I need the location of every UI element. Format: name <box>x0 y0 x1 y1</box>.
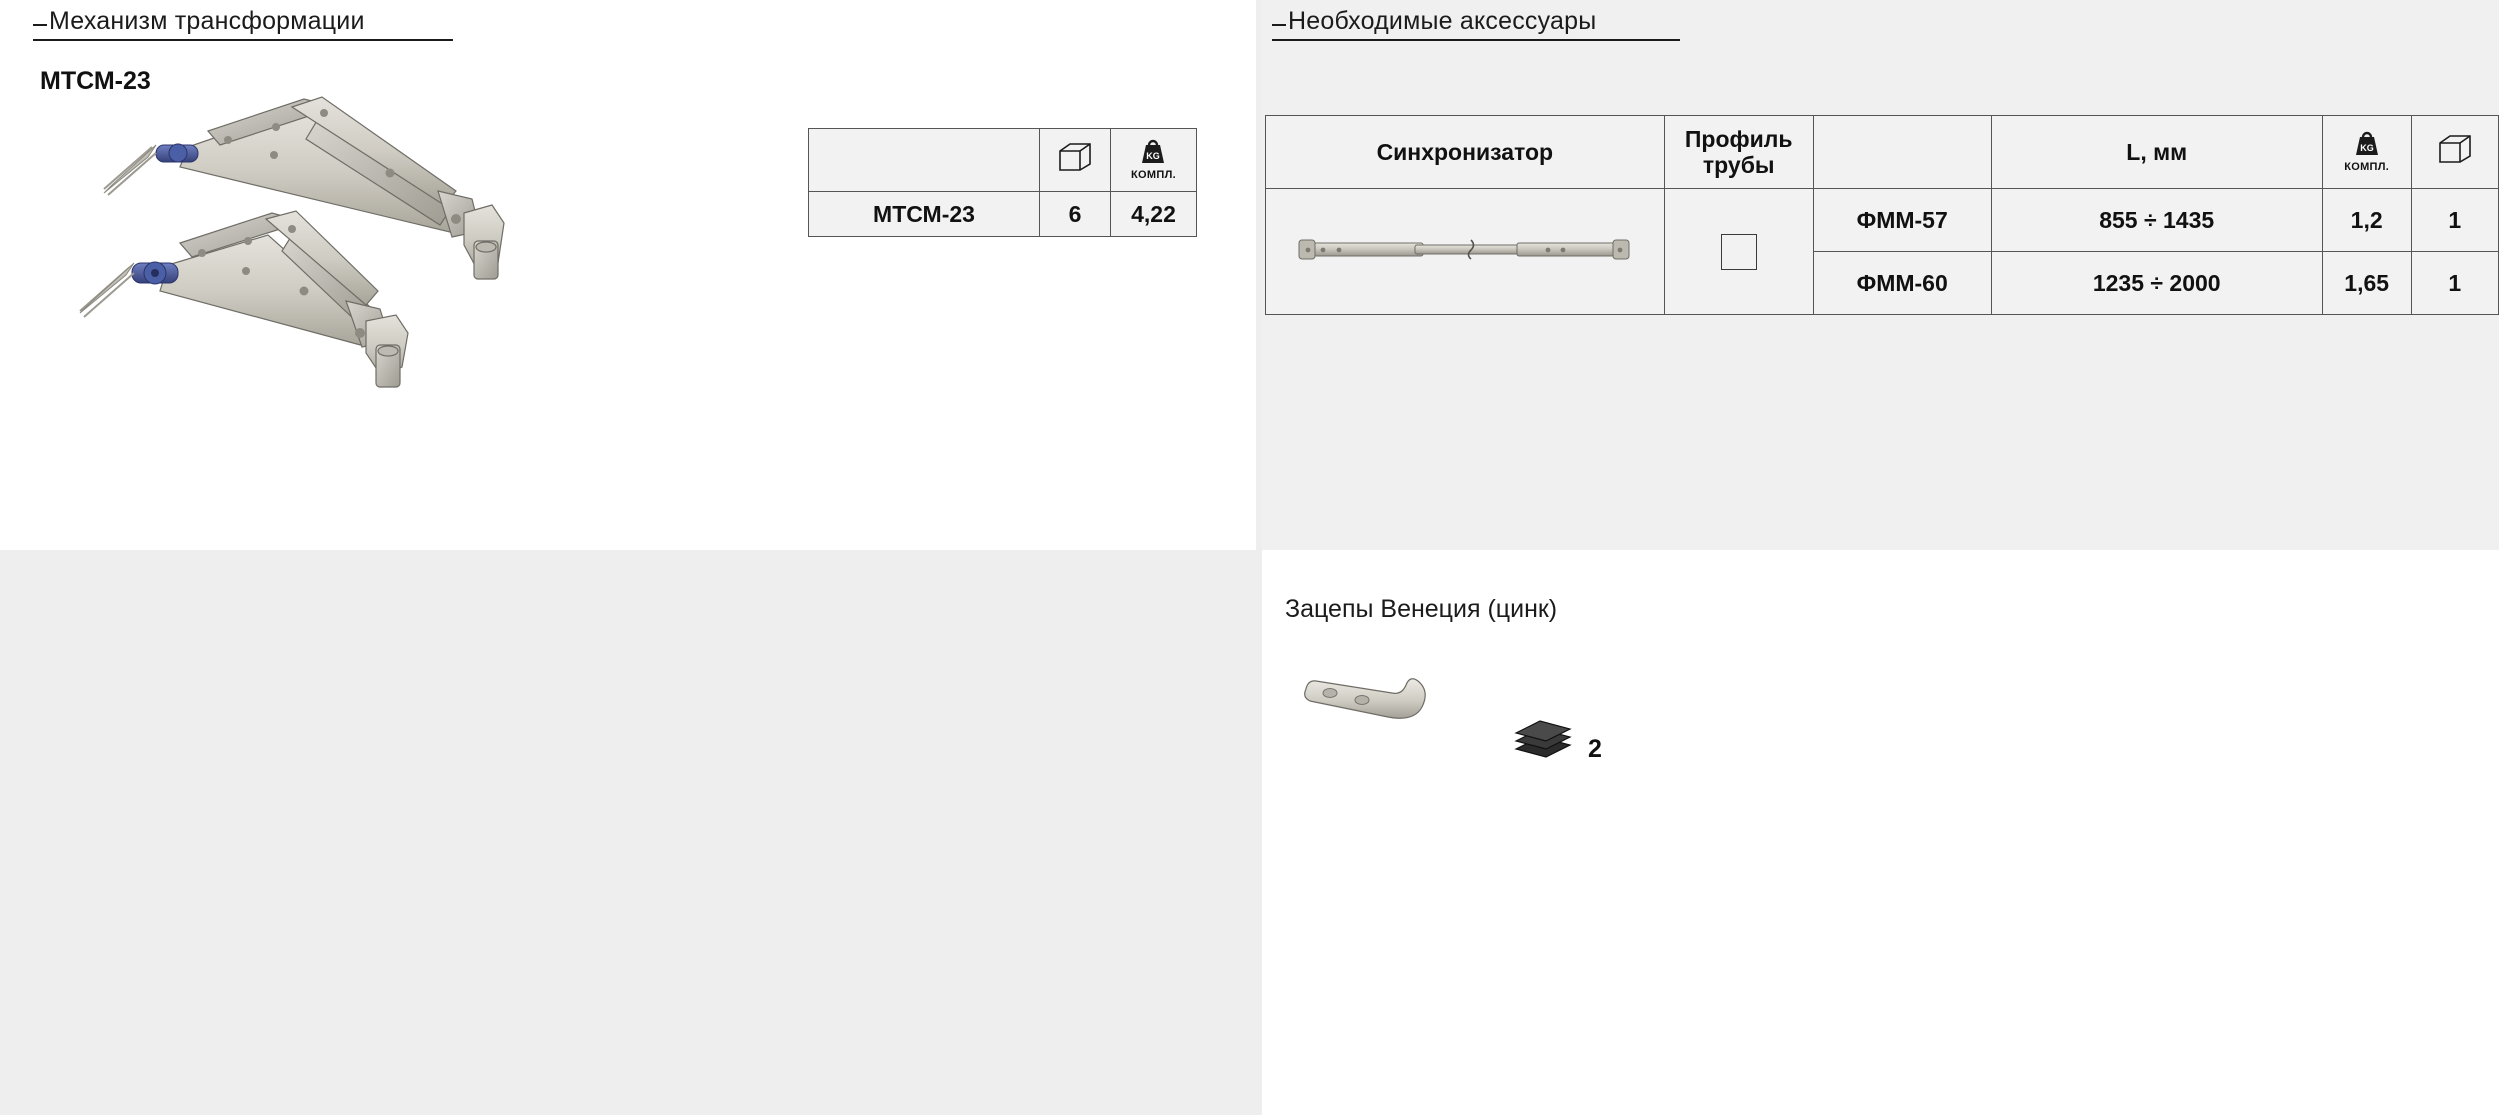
cell-weight: 1,2 <box>2322 189 2411 252</box>
svg-text:KG: KG <box>2359 142 2374 153</box>
right-bottom-panel <box>1262 550 2499 1115</box>
header-profile: Профиль трубы <box>1664 116 1813 189</box>
right-section-title <box>1272 7 1596 36</box>
profile-shape-cell <box>1664 189 1813 315</box>
kg-weight-icon <box>2344 129 2389 173</box>
cell-length: 1235 ÷ 2000 <box>1991 252 2322 315</box>
cell-code: ФММ-60 <box>1813 252 1991 315</box>
cell-weight: 1,65 <box>2322 252 2411 315</box>
left-bottom-panel <box>0 550 1256 1115</box>
header-box-icon-cell <box>1040 129 1111 192</box>
synchronizer-drawing-cell <box>1266 189 1665 315</box>
box-icon <box>1058 142 1092 172</box>
cell-model-name: МТСМ-23 <box>809 192 1040 237</box>
synchronizer-drawing <box>1272 226 1658 278</box>
accessories-header-row <box>1266 116 2499 189</box>
right-section-title-text: Необходимые аксессуары <box>1288 7 1597 35</box>
accessories-table <box>1265 115 2499 315</box>
cell-boxes: 1 <box>2411 252 2498 315</box>
table-row <box>809 192 1197 237</box>
cell-length: 855 ÷ 1435 <box>1991 189 2322 252</box>
header-code <box>1813 116 1991 189</box>
kg-weight-icon <box>1131 137 1176 181</box>
kg-sub-label: КОМПЛ. <box>2344 160 2390 173</box>
title-tick-right <box>1272 24 1286 26</box>
hooks-count: 2 <box>1588 735 1602 763</box>
header-weight-icon-cell-right <box>2322 116 2411 189</box>
cell-code: ФММ-57 <box>1813 189 1991 252</box>
cell-weight: 4,22 <box>1111 192 1197 237</box>
header-synchronizer: Синхронизатор <box>1266 116 1665 189</box>
left-title-underline <box>33 39 453 41</box>
table-row <box>1266 189 2499 252</box>
hooks-section-title: Зацепы Венеция (цинк) <box>1285 595 1558 623</box>
left-section-title-text: Механизм трансформации <box>49 7 365 35</box>
mechanism-spec-table <box>808 128 1197 237</box>
svg-text:KG: KG <box>1146 150 1161 161</box>
header-weight-icon-cell <box>1111 129 1197 192</box>
cell-qty: 6 <box>1040 192 1111 237</box>
plate-stack-icon <box>1508 715 1578 765</box>
model-code: МТСМ-23 <box>40 67 151 95</box>
table-header-row <box>809 129 1197 192</box>
title-tick <box>33 24 47 26</box>
right-title-underline <box>1272 39 1680 41</box>
header-name-cell <box>809 129 1040 192</box>
left-section-title <box>33 7 365 36</box>
kg-sub-label: КОМПЛ. <box>1131 168 1176 181</box>
cell-boxes: 1 <box>2411 189 2498 252</box>
transformation-mechanism-drawing <box>60 95 720 545</box>
venice-hook-drawing <box>1300 665 1500 755</box>
header-box-icon-cell-right <box>2411 116 2498 189</box>
box-icon <box>2438 134 2472 164</box>
square-profile-icon <box>1721 234 1757 270</box>
header-length: L, мм <box>1991 116 2322 189</box>
